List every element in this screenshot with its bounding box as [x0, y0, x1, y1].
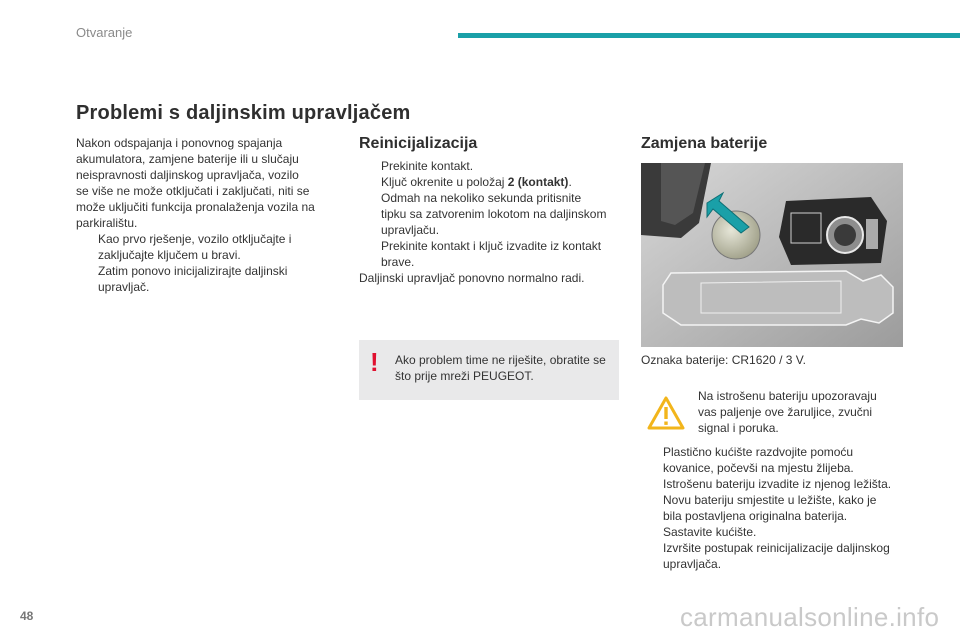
list-item: Novu bateriju smjestite u ležište, kako je bila postavljena originalna baterija. [663, 493, 877, 523]
battery-warning-text: Na istrošenu bateriju upozoravaju vas paljenje ove žaruljice, zvučni signal i poruka. [698, 389, 877, 435]
intro-line: Nakon odspajanja i ponovnog spajanja [76, 136, 283, 150]
key-position: 2 (kontakt) [507, 175, 569, 189]
battery-label: Oznaka baterije: CR1620 / 3 V. [641, 353, 806, 367]
battery-replacement-illustration [641, 163, 903, 347]
warning-triangle-icon [647, 396, 685, 430]
intro-column [76, 135, 336, 295]
page-title: Problemi s daljinskim upravljačem [76, 102, 411, 124]
reinit-result: Daljinski upravljač ponovno normalno radi. [359, 271, 585, 285]
list-item: Istrošenu bateriju izvadite iz njenog ležišta. [663, 477, 892, 491]
intro-line: može uključiti funkcija pronalaženja vozila na [76, 200, 315, 214]
battery-heading: Zamjena baterije [641, 135, 768, 152]
list-item: Prekinite kontakt i ključ izvadite iz kontakt brave. [381, 239, 602, 269]
list-item: Kao prvo rješenje, vozilo otključajte i zaključajte ključem u bravi. [98, 232, 292, 262]
list-item: Prekinite kontakt. [381, 159, 474, 173]
intro-line: se više ne može otključati i zaključati, niti se [76, 184, 310, 198]
list-item: Ključ okrenite u položaj 2 (kontakt). [381, 175, 572, 189]
reinit-heading: Reinicijalizacija [359, 135, 478, 152]
intro-line: neispravnosti daljinskog upravljača, vozilo [76, 168, 299, 182]
list-item: Zatim ponovo inicijalizirajte daljinski upravljač. [98, 264, 288, 294]
list-item: Plastično kućište razdvojite pomoću kovanice, počevši na mjestu žlijeba. [663, 445, 854, 475]
intro-line: akumulatora, zamjene baterije ili u slučaju [76, 152, 299, 166]
watermark: carmanualsonline.info [680, 602, 940, 632]
battery-steps [641, 444, 916, 572]
page-number: 48 [20, 609, 34, 623]
list-item: Sastavite kućište. [663, 525, 757, 539]
exclamation-icon: ! [370, 347, 379, 377]
list-item: Izvršite postupak reinicijalizacije daljinskog upravljača. [663, 541, 890, 571]
section-label: Otvaranje [76, 25, 133, 40]
intro-line: parkiralištu. [76, 216, 138, 230]
reinit-column [359, 158, 621, 286]
alert-box [359, 340, 619, 400]
alert-text: Ako problem time ne riješite, obratite se što prije mreži PEUGEOT. [395, 353, 606, 383]
list-item: Odmah na nekoliko sekunda pritisnite tipku sa zatvorenim lokotom na daljinskom upravljaču. [381, 191, 607, 237]
header-accent-bar [458, 33, 960, 38]
